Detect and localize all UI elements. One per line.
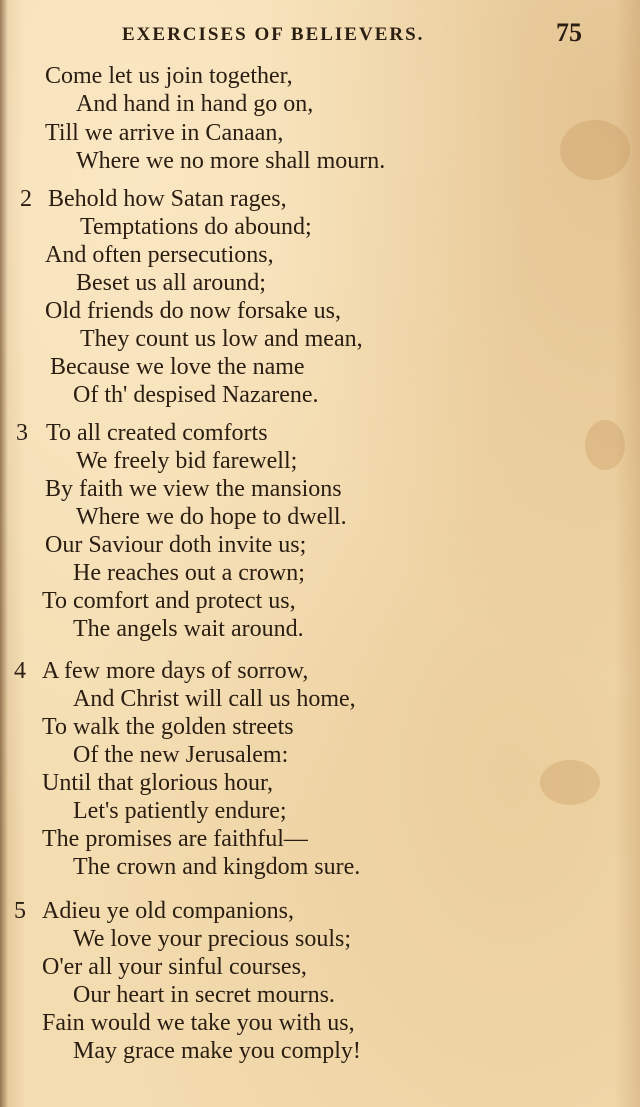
verse-line: To comfort and protect us, — [42, 588, 296, 614]
verse-line: Our heart in secret mourns. — [73, 982, 335, 1008]
verse-line: The promises are faithful— — [42, 826, 308, 852]
verse-line: Behold how Satan rages, — [48, 186, 287, 212]
verse-line: Come let us join together, — [45, 63, 293, 89]
verse-line: And Christ will call us home, — [73, 686, 356, 712]
verse-line: Let's patiently endure; — [73, 798, 287, 824]
stanza-number: 4 — [14, 658, 26, 684]
verse-line: The angels wait around. — [73, 616, 304, 642]
verse-line: We freely bid farewell; — [76, 448, 298, 474]
verse-line: Where we do hope to dwell. — [76, 504, 347, 530]
verse-line: May grace make you comply! — [73, 1038, 361, 1064]
verse-line: Because we love the name — [50, 354, 305, 380]
verse-line: Until that glorious hour, — [42, 770, 274, 796]
verse-line: A few more days of sorrow, — [42, 658, 309, 684]
verse-line: Old friends do now forsake us, — [45, 298, 341, 324]
verse-line: Beset us all around; — [76, 270, 266, 296]
verse-line: By faith we view the mansions — [45, 476, 342, 502]
verse-line: Till we arrive in Canaan, — [45, 120, 284, 146]
verse-line: And often persecutions, — [45, 242, 274, 268]
stanza-number: 5 — [14, 898, 26, 924]
verse-line: Of th' despised Nazarene. — [73, 382, 319, 408]
verse-line: O'er all your sinful courses, — [42, 954, 307, 980]
page-header — [122, 18, 582, 52]
verse-line: Fain would we take you with us, — [42, 1010, 355, 1036]
verse-line: To walk the golden streets — [42, 714, 294, 740]
verse-line: Of the new Jerusalem: — [73, 742, 289, 768]
running-head: EXERCISES OF BELIEVERS. — [122, 24, 425, 45]
verse-line: To all created comforts — [46, 420, 268, 446]
stanza-number: 3 — [16, 420, 28, 446]
verse-line: The crown and kingdom sure. — [73, 854, 361, 880]
verse-line: Where we no more shall mourn. — [76, 148, 386, 174]
verse-line: Our Saviour doth invite us; — [45, 532, 307, 558]
verse-line: We love your precious souls; — [73, 926, 352, 952]
verse-line: Temptations do abound; — [80, 214, 312, 240]
page-edge-shadow — [0, 0, 8, 1107]
paper-stain — [560, 120, 630, 180]
paper-stain — [585, 420, 625, 470]
paper-stain — [540, 760, 600, 805]
verse-line: They count us low and mean, — [80, 326, 363, 352]
stanza-number: 2 — [20, 186, 32, 212]
verse-line: Adieu ye old companions, — [42, 898, 294, 924]
verse-line: He reaches out a crown; — [73, 560, 305, 586]
page-number: 75 — [556, 18, 582, 47]
verse-line: And hand in hand go on, — [76, 91, 314, 117]
